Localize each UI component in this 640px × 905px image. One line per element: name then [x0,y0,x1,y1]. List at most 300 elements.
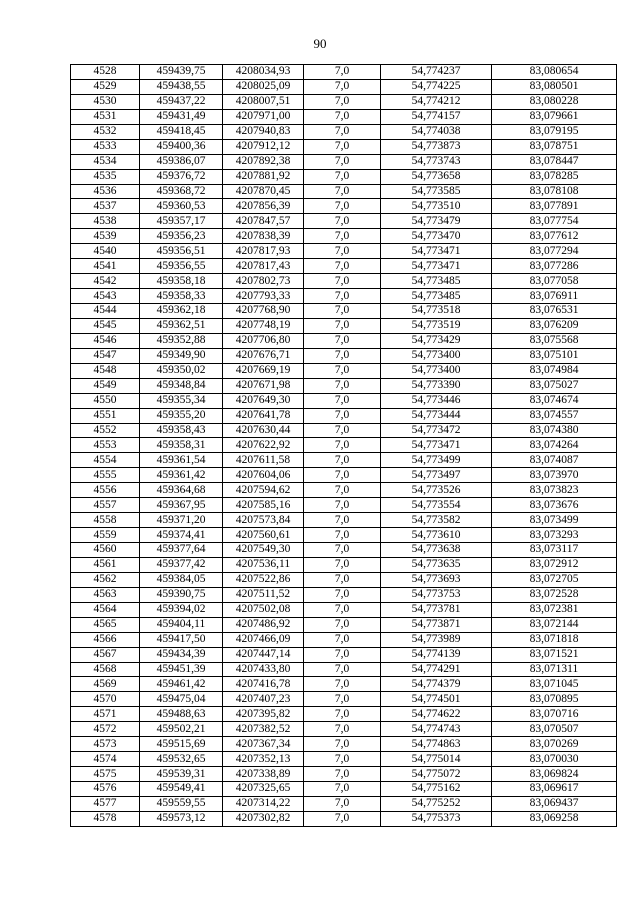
longitude-cell: 83,077294 [492,244,617,259]
table-row [71,408,617,423]
accuracy-cell: 7,0 [304,543,381,558]
table-row [71,468,617,483]
latitude-cell: 54,774139 [381,647,492,662]
longitude-cell: 83,079661 [492,109,617,124]
point-number-cell: 4575 [71,767,140,782]
table-row [71,707,617,722]
x-coordinate-cell: 459356,23 [140,229,223,244]
x-coordinate-cell: 459475,04 [140,692,223,707]
table-row [71,513,617,528]
latitude-cell: 54,773638 [381,543,492,558]
point-number-cell: 4565 [71,617,140,632]
x-coordinate-cell: 459386,07 [140,154,223,169]
accuracy-cell: 7,0 [304,65,381,80]
y-coordinate-cell: 4207838,39 [223,229,304,244]
latitude-cell: 54,774291 [381,662,492,677]
x-coordinate-cell: 459355,20 [140,408,223,423]
table-row [71,348,617,363]
x-coordinate-cell: 459515,69 [140,737,223,752]
point-number-cell: 4576 [71,782,140,797]
y-coordinate-cell: 4207367,34 [223,737,304,752]
table-row [71,423,617,438]
latitude-cell: 54,773871 [381,617,492,632]
point-number-cell: 4549 [71,378,140,393]
x-coordinate-cell: 459371,20 [140,513,223,528]
longitude-cell: 83,078751 [492,139,617,154]
table-row [71,229,617,244]
latitude-cell: 54,773743 [381,154,492,169]
longitude-cell: 83,080228 [492,94,617,109]
point-number-cell: 4532 [71,124,140,139]
table-row [71,602,617,617]
point-number-cell: 4564 [71,602,140,617]
y-coordinate-cell: 4207847,57 [223,214,304,229]
accuracy-cell: 7,0 [304,572,381,587]
y-coordinate-cell: 4207433,80 [223,662,304,677]
accuracy-cell: 7,0 [304,408,381,423]
x-coordinate-cell: 459549,41 [140,782,223,797]
accuracy-cell: 7,0 [304,468,381,483]
table-row [71,677,617,692]
latitude-cell: 54,774212 [381,94,492,109]
x-coordinate-cell: 459400,36 [140,139,223,154]
latitude-cell: 54,773989 [381,632,492,647]
point-number-cell: 4542 [71,274,140,289]
x-coordinate-cell: 459532,65 [140,752,223,767]
point-number-cell: 4559 [71,528,140,543]
x-coordinate-cell: 459404,11 [140,617,223,632]
y-coordinate-cell: 4207338,89 [223,767,304,782]
longitude-cell: 83,076911 [492,289,617,304]
latitude-cell: 54,773518 [381,304,492,319]
x-coordinate-cell: 459352,88 [140,333,223,348]
y-coordinate-cell: 4207706,80 [223,333,304,348]
table-row [71,483,617,498]
x-coordinate-cell: 459417,50 [140,632,223,647]
latitude-cell: 54,774038 [381,124,492,139]
latitude-cell: 54,773582 [381,513,492,528]
accuracy-cell: 7,0 [304,811,381,826]
table-row [71,244,617,259]
y-coordinate-cell: 4207912,12 [223,139,304,154]
accuracy-cell: 7,0 [304,483,381,498]
table-row [71,498,617,513]
table-row [71,378,617,393]
latitude-cell: 54,774863 [381,737,492,752]
table-row [71,528,617,543]
y-coordinate-cell: 4207870,45 [223,184,304,199]
longitude-cell: 83,079195 [492,124,617,139]
latitude-cell: 54,775252 [381,796,492,811]
page-number: 90 [313,36,327,51]
latitude-cell: 54,774379 [381,677,492,692]
accuracy-cell: 7,0 [304,647,381,662]
y-coordinate-cell: 4207676,71 [223,348,304,363]
point-number-cell: 4578 [71,811,140,826]
accuracy-cell: 7,0 [304,333,381,348]
table-row [71,543,617,558]
x-coordinate-cell: 459348,84 [140,378,223,393]
latitude-cell: 54,774743 [381,722,492,737]
point-number-cell: 4536 [71,184,140,199]
table-row [71,557,617,572]
x-coordinate-cell: 459394,02 [140,602,223,617]
point-number-cell: 4548 [71,363,140,378]
longitude-cell: 83,080654 [492,65,617,80]
accuracy-cell: 7,0 [304,528,381,543]
accuracy-cell: 7,0 [304,304,381,319]
longitude-cell: 83,073117 [492,543,617,558]
x-coordinate-cell: 459358,31 [140,438,223,453]
latitude-cell: 54,773510 [381,199,492,214]
table-row [71,632,617,647]
latitude-cell: 54,773479 [381,214,492,229]
table-row [71,662,617,677]
y-coordinate-cell: 4207669,19 [223,363,304,378]
x-coordinate-cell: 459573,12 [140,811,223,826]
accuracy-cell: 7,0 [304,438,381,453]
point-number-cell: 4550 [71,393,140,408]
y-coordinate-cell: 4207549,30 [223,543,304,558]
y-coordinate-cell: 4207649,30 [223,393,304,408]
longitude-cell: 83,080501 [492,79,617,94]
latitude-cell: 54,773554 [381,498,492,513]
point-number-cell: 4554 [71,453,140,468]
longitude-cell: 83,069824 [492,767,617,782]
x-coordinate-cell: 459355,34 [140,393,223,408]
x-coordinate-cell: 459356,55 [140,259,223,274]
table-row [71,811,617,826]
y-coordinate-cell: 4207502,08 [223,602,304,617]
longitude-cell: 83,071311 [492,662,617,677]
latitude-cell: 54,774622 [381,707,492,722]
table-row [71,289,617,304]
point-number-cell: 4528 [71,65,140,80]
point-number-cell: 4573 [71,737,140,752]
y-coordinate-cell: 4207447,14 [223,647,304,662]
latitude-cell: 54,773610 [381,528,492,543]
x-coordinate-cell: 459377,64 [140,543,223,558]
latitude-cell: 54,773470 [381,229,492,244]
latitude-cell: 54,773499 [381,453,492,468]
longitude-cell: 83,069437 [492,796,617,811]
y-coordinate-cell: 4207416,78 [223,677,304,692]
x-coordinate-cell: 459361,42 [140,468,223,483]
latitude-cell: 54,773446 [381,393,492,408]
table-row [71,79,617,94]
coordinates-table-body [71,65,617,827]
longitude-cell: 83,071521 [492,647,617,662]
x-coordinate-cell: 459350,02 [140,363,223,378]
y-coordinate-cell: 4208025,09 [223,79,304,94]
latitude-cell: 54,773873 [381,139,492,154]
point-number-cell: 4572 [71,722,140,737]
x-coordinate-cell: 459362,51 [140,318,223,333]
y-coordinate-cell: 4207352,13 [223,752,304,767]
y-coordinate-cell: 4208007,51 [223,94,304,109]
longitude-cell: 83,073499 [492,513,617,528]
longitude-cell: 83,077058 [492,274,617,289]
accuracy-cell: 7,0 [304,259,381,274]
point-number-cell: 4533 [71,139,140,154]
x-coordinate-cell: 459377,42 [140,557,223,572]
accuracy-cell: 7,0 [304,348,381,363]
x-coordinate-cell: 459461,42 [140,677,223,692]
longitude-cell: 83,069258 [492,811,617,826]
point-number-cell: 4540 [71,244,140,259]
x-coordinate-cell: 459358,18 [140,274,223,289]
latitude-cell: 54,773519 [381,318,492,333]
longitude-cell: 83,074087 [492,453,617,468]
point-number-cell: 4568 [71,662,140,677]
accuracy-cell: 7,0 [304,363,381,378]
latitude-cell: 54,773485 [381,274,492,289]
point-number-cell: 4530 [71,94,140,109]
y-coordinate-cell: 4207817,93 [223,244,304,259]
latitude-cell: 54,774237 [381,65,492,80]
point-number-cell: 4570 [71,692,140,707]
latitude-cell: 54,773497 [381,468,492,483]
longitude-cell: 83,074380 [492,423,617,438]
y-coordinate-cell: 4207395,82 [223,707,304,722]
accuracy-cell: 7,0 [304,752,381,767]
point-number-cell: 4534 [71,154,140,169]
longitude-cell: 83,073676 [492,498,617,513]
x-coordinate-cell: 459434,39 [140,647,223,662]
table-row [71,617,617,632]
y-coordinate-cell: 4207622,92 [223,438,304,453]
x-coordinate-cell: 459559,55 [140,796,223,811]
point-number-cell: 4546 [71,333,140,348]
accuracy-cell: 7,0 [304,498,381,513]
accuracy-cell: 7,0 [304,244,381,259]
longitude-cell: 83,075027 [492,378,617,393]
point-number-cell: 4566 [71,632,140,647]
x-coordinate-cell: 459356,51 [140,244,223,259]
table-row [71,259,617,274]
longitude-cell: 83,077612 [492,229,617,244]
table-row [71,722,617,737]
x-coordinate-cell: 459376,72 [140,169,223,184]
table-row [71,767,617,782]
accuracy-cell: 7,0 [304,229,381,244]
point-number-cell: 4544 [71,304,140,319]
longitude-cell: 83,072528 [492,587,617,602]
accuracy-cell: 7,0 [304,139,381,154]
latitude-cell: 54,773485 [381,289,492,304]
y-coordinate-cell: 4207604,06 [223,468,304,483]
y-coordinate-cell: 4207314,22 [223,796,304,811]
table-row [71,184,617,199]
x-coordinate-cell: 459431,49 [140,109,223,124]
y-coordinate-cell: 4207671,98 [223,378,304,393]
longitude-cell: 83,078285 [492,169,617,184]
longitude-cell: 83,070507 [492,722,617,737]
point-number-cell: 4535 [71,169,140,184]
table-row [71,154,617,169]
y-coordinate-cell: 4207817,43 [223,259,304,274]
table-row [71,139,617,154]
table-row [71,124,617,139]
y-coordinate-cell: 4208034,93 [223,65,304,80]
longitude-cell: 83,077891 [492,199,617,214]
table-row [71,318,617,333]
x-coordinate-cell: 459374,41 [140,528,223,543]
longitude-cell: 83,073293 [492,528,617,543]
y-coordinate-cell: 4207573,84 [223,513,304,528]
point-number-cell: 4539 [71,229,140,244]
x-coordinate-cell: 459358,33 [140,289,223,304]
y-coordinate-cell: 4207325,65 [223,782,304,797]
point-number-cell: 4551 [71,408,140,423]
latitude-cell: 54,775072 [381,767,492,782]
latitude-cell: 54,773472 [381,423,492,438]
longitude-cell: 83,070895 [492,692,617,707]
latitude-cell: 54,773658 [381,169,492,184]
point-number-cell: 4545 [71,318,140,333]
x-coordinate-cell: 459349,90 [140,348,223,363]
table-row [71,65,617,80]
point-number-cell: 4552 [71,423,140,438]
latitude-cell: 54,774157 [381,109,492,124]
longitude-cell: 83,078447 [492,154,617,169]
table-row [71,304,617,319]
table-row [71,587,617,602]
accuracy-cell: 7,0 [304,423,381,438]
table-row [71,692,617,707]
accuracy-cell: 7,0 [304,94,381,109]
table-row [71,214,617,229]
longitude-cell: 83,075101 [492,348,617,363]
longitude-cell: 83,069617 [492,782,617,797]
y-coordinate-cell: 4207971,00 [223,109,304,124]
longitude-cell: 83,075568 [492,333,617,348]
table-row [71,572,617,587]
y-coordinate-cell: 4207892,38 [223,154,304,169]
accuracy-cell: 7,0 [304,289,381,304]
accuracy-cell: 7,0 [304,378,381,393]
accuracy-cell: 7,0 [304,692,381,707]
point-number-cell: 4569 [71,677,140,692]
y-coordinate-cell: 4207793,33 [223,289,304,304]
x-coordinate-cell: 459357,17 [140,214,223,229]
longitude-cell: 83,072912 [492,557,617,572]
table-row [71,393,617,408]
point-number-cell: 4537 [71,199,140,214]
x-coordinate-cell: 459451,39 [140,662,223,677]
y-coordinate-cell: 4207748,19 [223,318,304,333]
table-row [71,199,617,214]
x-coordinate-cell: 459418,45 [140,124,223,139]
latitude-cell: 54,774225 [381,79,492,94]
accuracy-cell: 7,0 [304,722,381,737]
y-coordinate-cell: 4207611,58 [223,453,304,468]
accuracy-cell: 7,0 [304,707,381,722]
accuracy-cell: 7,0 [304,169,381,184]
y-coordinate-cell: 4207585,16 [223,498,304,513]
latitude-cell: 54,773693 [381,572,492,587]
x-coordinate-cell: 459361,54 [140,453,223,468]
longitude-cell: 83,071818 [492,632,617,647]
accuracy-cell: 7,0 [304,184,381,199]
point-number-cell: 4562 [71,572,140,587]
point-number-cell: 4557 [71,498,140,513]
latitude-cell: 54,775162 [381,782,492,797]
accuracy-cell: 7,0 [304,124,381,139]
accuracy-cell: 7,0 [304,109,381,124]
point-number-cell: 4560 [71,543,140,558]
coordinates-table [70,64,617,827]
x-coordinate-cell: 459488,63 [140,707,223,722]
latitude-cell: 54,773781 [381,602,492,617]
point-number-cell: 4531 [71,109,140,124]
table-row [71,752,617,767]
x-coordinate-cell: 459502,21 [140,722,223,737]
point-number-cell: 4555 [71,468,140,483]
x-coordinate-cell: 459360,53 [140,199,223,214]
accuracy-cell: 7,0 [304,796,381,811]
longitude-cell: 83,078108 [492,184,617,199]
longitude-cell: 83,074674 [492,393,617,408]
longitude-cell: 83,072144 [492,617,617,632]
point-number-cell: 4561 [71,557,140,572]
y-coordinate-cell: 4207641,78 [223,408,304,423]
latitude-cell: 54,773400 [381,363,492,378]
longitude-cell: 83,070030 [492,752,617,767]
x-coordinate-cell: 459437,22 [140,94,223,109]
latitude-cell: 54,773471 [381,244,492,259]
accuracy-cell: 7,0 [304,79,381,94]
latitude-cell: 54,775014 [381,752,492,767]
longitude-cell: 83,072705 [492,572,617,587]
point-number-cell: 4538 [71,214,140,229]
point-number-cell: 4563 [71,587,140,602]
latitude-cell: 54,773585 [381,184,492,199]
accuracy-cell: 7,0 [304,557,381,572]
point-number-cell: 4529 [71,79,140,94]
accuracy-cell: 7,0 [304,513,381,528]
longitude-cell: 83,073823 [492,483,617,498]
y-coordinate-cell: 4207560,61 [223,528,304,543]
x-coordinate-cell: 459367,95 [140,498,223,513]
accuracy-cell: 7,0 [304,632,381,647]
point-number-cell: 4574 [71,752,140,767]
longitude-cell: 83,074557 [492,408,617,423]
y-coordinate-cell: 4207486,92 [223,617,304,632]
longitude-cell: 83,074264 [492,438,617,453]
latitude-cell: 54,775373 [381,811,492,826]
accuracy-cell: 7,0 [304,767,381,782]
accuracy-cell: 7,0 [304,154,381,169]
point-number-cell: 4543 [71,289,140,304]
accuracy-cell: 7,0 [304,274,381,289]
accuracy-cell: 7,0 [304,214,381,229]
accuracy-cell: 7,0 [304,453,381,468]
y-coordinate-cell: 4207466,09 [223,632,304,647]
latitude-cell: 54,774501 [381,692,492,707]
longitude-cell: 83,073970 [492,468,617,483]
longitude-cell: 83,070716 [492,707,617,722]
x-coordinate-cell: 459439,75 [140,65,223,80]
longitude-cell: 83,071045 [492,677,617,692]
x-coordinate-cell: 459390,75 [140,587,223,602]
y-coordinate-cell: 4207407,23 [223,692,304,707]
x-coordinate-cell: 459362,18 [140,304,223,319]
point-number-cell: 4541 [71,259,140,274]
accuracy-cell: 7,0 [304,602,381,617]
table-row [71,169,617,184]
table-row [71,647,617,662]
